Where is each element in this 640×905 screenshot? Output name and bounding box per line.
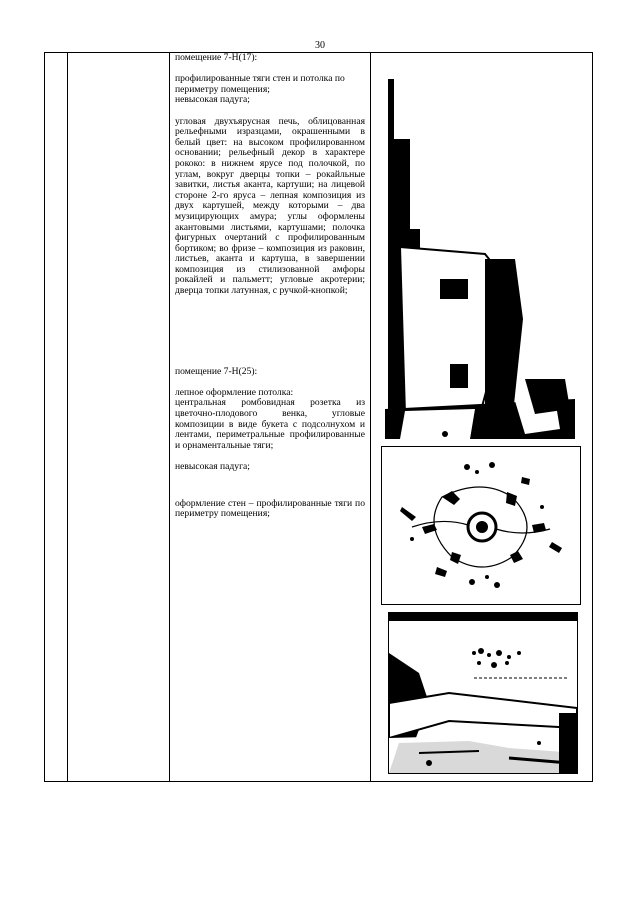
page-number: 30 <box>315 40 325 51</box>
wall-mouldings-photo <box>388 612 578 774</box>
item-stove-description: угловая двухъярусная печь, облицованная рельефными изразцами, окрашенными в белый цвет: на высоком профилированном основании; рельефный декор в характере рококо: в нижнем ярусе под полочкой, по углам, вокруг дверцы топки – рокайльные завитки, листья аканта, картуши; на лицевой стороне 2-го яруса – лепная композиция из двух картушей, между которыми – два музицирующих амура; углы оформлены акантовыми листьями, картушами; полочка фигурных очертаний с профилированным бортиком; во фризе – композиция из раковин, листьев, аканта и картуша, в завершении композиция из стилизованной амфоры рокайлей и пальметт; угловые акротерии; дверца топки латунная, с ручкой-кнопкой; <box>175 115 365 297</box>
name-column <box>68 53 170 782</box>
item-wall-mouldings-25: оформление стен – профилированные тяги по периметру помещения; <box>175 497 365 520</box>
stove-photo <box>385 79 575 439</box>
item-low-cove-25: невысокая падуга; <box>175 461 250 472</box>
room-heading-25: помещение 7-Н(25): <box>175 365 258 377</box>
item-profiled-mouldings-17: профилированные тяги стен и потолка по периметру помещения; <box>175 73 345 95</box>
room-heading-17: помещение 7-Н(17): <box>175 52 258 63</box>
index-column <box>45 53 68 782</box>
ceiling-rosette-photo <box>381 446 581 605</box>
item-low-cove-17: невысокая падуга; <box>175 94 250 106</box>
description-column <box>170 53 371 782</box>
item-ceiling-stucco-title: лепное оформление потолка: <box>175 386 294 398</box>
item-ceiling-stucco-details: центральная ромбовидная розетка из цветочно-плодового венка, угловые композиции в виде букета с подсолнухом и лентами, периметральные профилированные и орнаментальные тяги; <box>175 397 365 451</box>
